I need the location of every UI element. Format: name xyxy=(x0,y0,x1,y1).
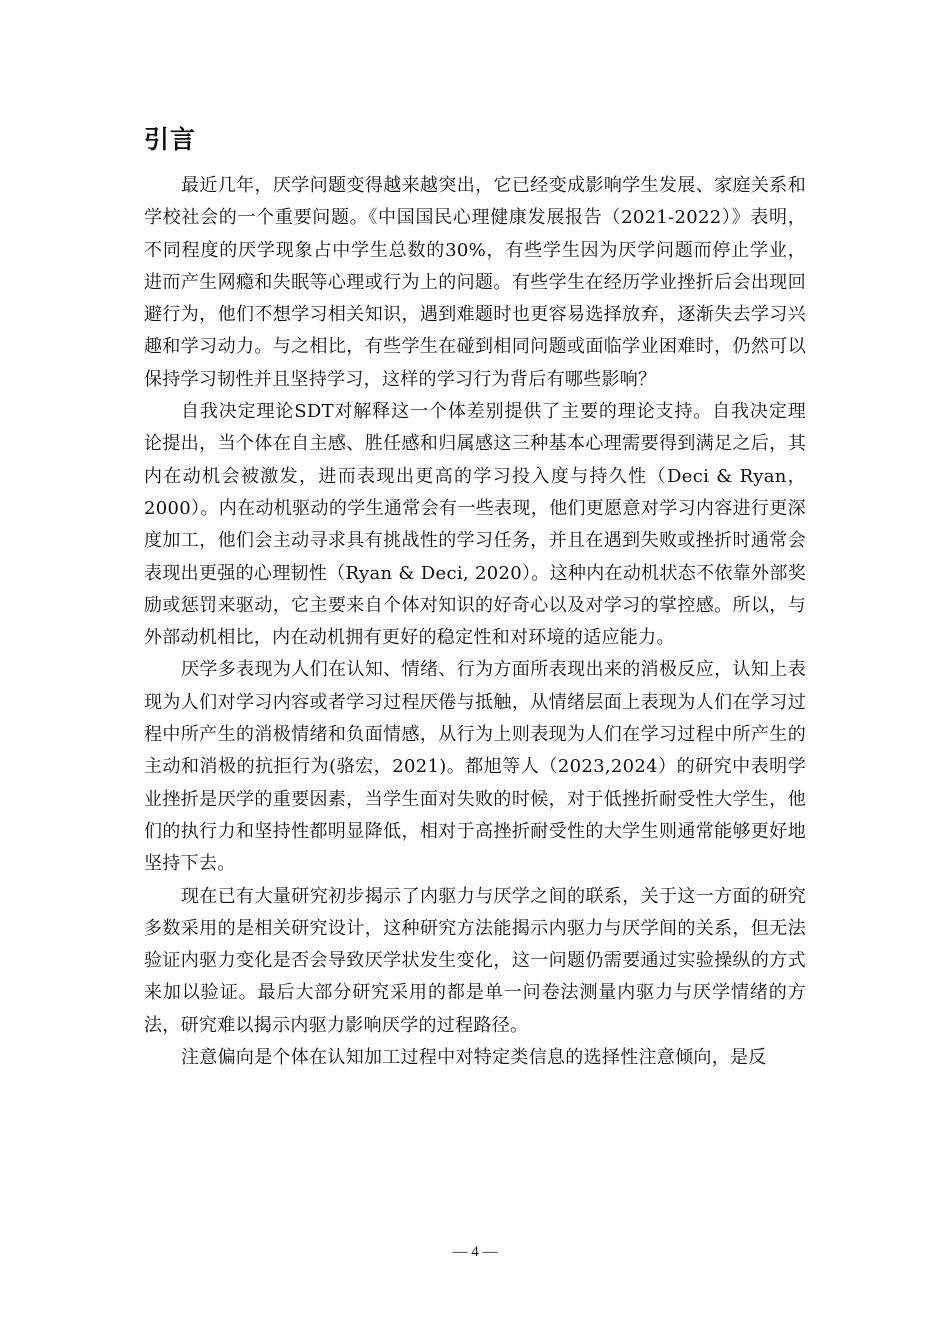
page-number: — 4 — xyxy=(452,1244,498,1260)
paragraph-5: 注意偏向是个体在认知加工过程中对特定类信息的选择性注意倾向，是反 xyxy=(181,1047,767,1069)
paragraph-3: 厌学多表现为人们在认知、情绪、行为方面所表现出来的消极反应，认知上表现为人们对学习内容或者学习过程厌倦与抵触，从情绪层面上表现为人们在学习过程中所产生的消极情绪和负面情感，从行为上则表现为人们在学习过程中所产生的主动和消极的抗拒行为(骆宏，2021)。都旭等人（2023,2024）的研究中表明学业挫折是厌学的重要因素，当学生面对失败的时候，对于低挫折耐受性大学生，他们的执行力和坚持性都明显降低，相对于高挫折耐受性的大学生则通常能够更好地坚持下去。 xyxy=(144,659,806,875)
paragraph-2: 自我决定理论SDT对解释这一个体差别提供了主要的理论支持。自我决定理论提出，当个体在自主感、胜任感和归属感这三种基本心理需要得到满足之后，其内在动机会被激发，进而表现出更高的学习投入度与持久性（Deci & Ryan，2000）。内在动机驱动的学生通常会有一些表现，他们更愿意对学习内容进行更深度加工，他们会主动寻求具有挑战性的学习任务，并且在遇到失败或挫折时通常会表现出更强的心理韧性（Ryan & Deci, 2020）。这种内在动机状态不依靠外部奖励或惩罚来驱动，它主要来自个体对知识的好奇心以及对学习的掌控感。所以，与外部动机相比，内在动机拥有更好的稳定性和对环境的适应能力。 xyxy=(144,401,806,649)
paragraph-1: 最近几年，厌学问题变得越来越突出，它已经变成影响学生发展、家庭关系和学校社会的一个重要问题。《中国国民心理健康发展报告（2021-2022）》表明，不同程度的厌学现象占中学生总数的30%，有些学生因为厌学问题而停止学业，进而产生网瘾和失眠等心理或行为上的问题。有些学生在经历学业挫折后会出现回避行为，他们不想学习相关知识，遇到难题时也更容易选择放弃，逐渐失去学习兴趣和学习动力。与之相比，有些学生在碰到相同问题或面临学业困难时，仍然可以保持学习韧性并且坚持学习，这样的学习行为背后有哪些影响？ xyxy=(144,175,806,390)
section-heading: 引言 xyxy=(144,125,197,154)
document-body xyxy=(144,120,806,1074)
paragraph-4: 现在已有大量研究初步揭示了内驱力与厌学之间的联系，关于这一方面的研究多数采用的是相关研究设计，这种研究方法能揭示内驱力与厌学间的关系，但无法验证内驱力变化是否会导致厌学状发生变化，这一问题仍需要通过实验操纵的方式来加以验证。最后大部分研究采用的都是单一问卷法测量内驱力与厌学情绪的方法，研究难以揭示内驱力影响厌学的过程路径。 xyxy=(144,885,806,1036)
